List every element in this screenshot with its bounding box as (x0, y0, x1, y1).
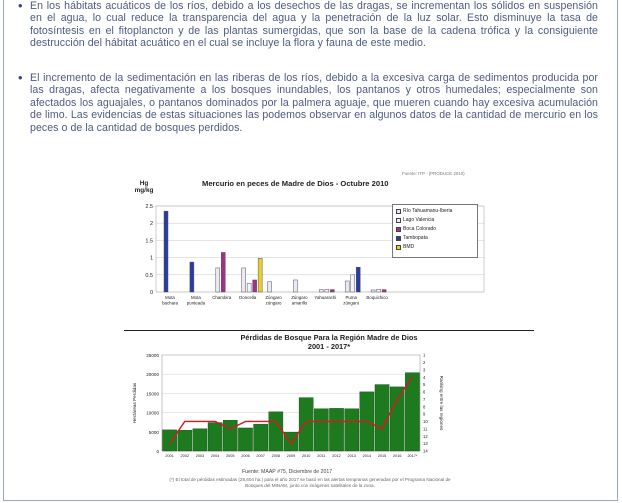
x-tick-label: 2007 (256, 454, 265, 458)
x-tick-label: 2009 (286, 454, 296, 458)
legend-swatch (396, 227, 401, 232)
legend-swatch (396, 209, 401, 214)
bar (377, 289, 381, 292)
bullet-icon: • (18, 0, 23, 13)
legend-label: Tambopata (403, 235, 428, 241)
y-axis-label-line: Hg (139, 180, 149, 187)
bullet-paragraph-2 (18, 72, 598, 134)
bullet-icon: • (18, 70, 23, 85)
x-tick-label: 2001 (165, 454, 174, 458)
x-tick-label: Mota (191, 295, 201, 300)
y2-tick-label: 11 (423, 426, 428, 432)
x-tick-label: Boquichico (366, 295, 388, 300)
x-tick-label: Doncella (239, 295, 257, 300)
legend-swatch (396, 245, 401, 250)
bar (178, 430, 192, 451)
bar (216, 268, 220, 292)
x-tick-label: 2008 (271, 454, 281, 458)
y-tick-label: 0 (156, 449, 159, 454)
y2-tick-label: 7 (423, 396, 426, 402)
y2-tick-label: 13 (423, 441, 428, 447)
legend-swatch (396, 218, 401, 223)
paragraph-text: En los hábitats acuáticos de los ríos, debido a los desechos de las dragas, se incrementan los sólidos en suspensión en el agua, lo cual reduce la transparencia del agua y la penetración de la luz solar. Esto disminuye la tasa de fotosíntesis en el fitoplancton y de las plantas sumergidas, que son la base de la cadena trófica y la consiguiente destrucción del hábitat acuático en el cual se incluye la flora y fauna de este medio. (30, 0, 598, 50)
bar (319, 290, 323, 292)
y2-axis-label: Ranking entre las regiones (439, 375, 444, 431)
x-tick-label: 2004 (210, 454, 220, 458)
y2-tick-label: 3 (423, 367, 426, 373)
bar (345, 409, 359, 451)
bar (351, 275, 355, 292)
bar (190, 262, 194, 292)
legend-item (396, 243, 474, 252)
y2-tick-label: 12 (423, 433, 428, 439)
y-axis-label (134, 180, 154, 194)
bar (242, 268, 246, 292)
forest-loss-chart (122, 349, 452, 467)
x-tick-label: 2010 (301, 454, 311, 458)
legend-item (396, 207, 474, 216)
x-tick-label: 2003 (195, 454, 205, 458)
x-tick-label: zúngaro (265, 300, 282, 306)
bar (221, 252, 225, 292)
bar (314, 409, 328, 451)
y-tick-label: 5000 (148, 429, 159, 435)
y-tick-label: 2 (149, 221, 153, 228)
bar (284, 432, 298, 451)
bar (325, 289, 329, 292)
y-tick-label: 15000 (146, 391, 159, 397)
bar (299, 398, 313, 451)
y-tick-label: 2.5 (145, 204, 153, 210)
mercury-chart (134, 176, 504, 324)
chart-source: Fuente: ITP - (PRODUCE 2010) (402, 171, 465, 176)
bar (253, 280, 257, 292)
x-tick-label: 2014 (362, 454, 372, 458)
y-tick-label: 1 (149, 255, 153, 262)
x-tick-label: Puma (345, 295, 357, 300)
bar (223, 420, 237, 451)
legend-label: Río Tahuamanu-Iberia (403, 208, 453, 214)
bar (163, 430, 177, 451)
bar (356, 267, 360, 292)
x-tick-label: 2006 (241, 454, 250, 458)
legend-label: BMD (403, 244, 415, 250)
x-tick-label: 2002 (180, 454, 189, 458)
bar (208, 423, 222, 451)
y2-tick-label: 4 (423, 374, 426, 380)
bar (247, 283, 251, 292)
y2-tick-label: 5 (423, 382, 426, 388)
bar (269, 412, 283, 451)
y2-tick-label: 8 (423, 404, 426, 410)
chart-subtitle: 2001 - 2017* (307, 342, 351, 351)
x-tick-label: 2013 (347, 454, 356, 458)
x-tick-label: Chambira (212, 295, 232, 300)
paragraph-text: El incremento de la sedimentación en las riberas de los ríos, debido a la excesiva carga de sedimentos producida por las dragas, afecta negativamente a los bosques inundables, los pantanos y otros humedales; especialmente son afectados los aguajales, o pantanos dominados por la palmera aguaje, que mueren cuando hay excesiva acumulación de limo. Las evidencias de estas situaciones las podemos observar en algunos datos de la cantidad de mercurio en los peces o de la cantidad de bosques perdidos. (30, 72, 598, 134)
y2-tick-label: 6 (423, 389, 426, 395)
bar (390, 387, 404, 451)
y2-tick-label: 9 (423, 411, 426, 417)
divider (124, 330, 534, 331)
x-tick-label: 2005 (226, 454, 235, 458)
legend-label: Lago Valencia (403, 217, 435, 223)
legend-item (396, 234, 474, 243)
x-tick-label: bachara (162, 300, 178, 306)
x-tick-label: Mota (165, 295, 175, 300)
chart-title: Pérdidas de Bosque Para la Región Madre de Dios (240, 333, 418, 342)
y2-tick-label: 10 (423, 419, 428, 425)
x-tick-label: 2017* (407, 454, 418, 458)
y-axis-label: Hectáreas Perdidas (132, 382, 137, 424)
bar (164, 211, 168, 292)
bar (258, 258, 262, 292)
chart-note: (*) El total de pérdidas estimadas (28,604 ha.) para el año 2017 se basó en las alertas tempranas generadas por el Programa Nacional de Bosques del MINAM, junto con imágenes satelitales de la zona. (169, 477, 451, 488)
legend-item (396, 216, 474, 225)
bar (345, 281, 349, 292)
y-axis-label-line: mg/kg (134, 187, 154, 194)
x-tick-label: Zúngaro (291, 295, 308, 300)
bar (330, 290, 334, 292)
y-tick-label: 10000 (146, 410, 159, 416)
bar (238, 428, 252, 451)
x-tick-label: amarillo (291, 300, 308, 306)
y-tick-label: 1.5 (145, 238, 153, 245)
chart-legend (392, 204, 478, 258)
chart-title: Mercurio en peces de Madre de Dios - Octubre 2010 (202, 179, 389, 188)
legend-item (396, 225, 474, 234)
x-tick-label: Zúngaro (265, 295, 282, 300)
x-tick-label: 2011 (317, 454, 326, 458)
legend-swatch (396, 236, 401, 241)
bar (382, 290, 386, 292)
y-tick-label: 25000 (146, 353, 159, 358)
x-tick-label: 2016 (393, 454, 402, 458)
bar (254, 424, 268, 451)
bar (293, 280, 297, 292)
y2-tick-label: 1 (423, 352, 426, 358)
y-tick-label: 20000 (146, 372, 159, 378)
x-tick-label: 2012 (332, 454, 341, 458)
y-tick-label: 0.5 (145, 272, 153, 279)
bullet-paragraph-1 (18, 0, 598, 50)
bar (193, 429, 207, 451)
y2-tick-label: 14 (423, 448, 428, 454)
chart-footer: Fuente: MAAP #75, Diciembre de 2017 (242, 469, 333, 475)
y-tick-label: 0 (149, 290, 153, 296)
bar (268, 282, 272, 292)
bar (329, 408, 343, 451)
x-tick-label: 2015 (377, 454, 387, 458)
x-tick-label: punteada (186, 300, 206, 306)
bar (371, 290, 375, 292)
y2-tick-label: 2 (423, 359, 426, 365)
legend-label: Boca Colorado (403, 226, 437, 232)
x-tick-label: Yahuarachi (314, 295, 337, 300)
x-tick-label: zúngaro (343, 300, 360, 306)
document-page (3, 0, 618, 501)
